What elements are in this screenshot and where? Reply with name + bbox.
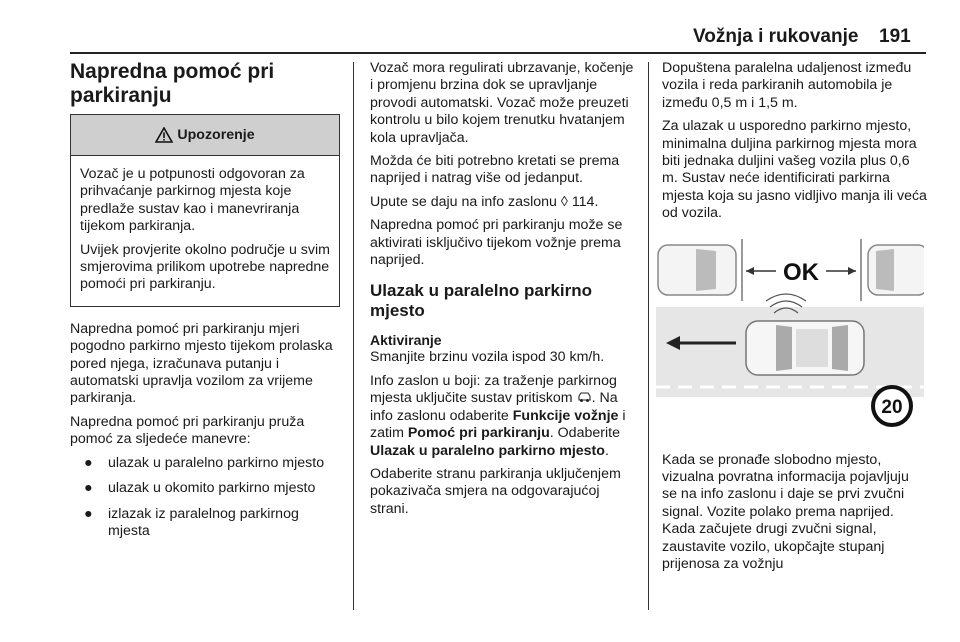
parking-diagram: [656, 239, 924, 434]
page-header: [0, 0, 960, 52]
maneuver-list: [70, 455, 340, 541]
warning-body: [71, 156, 339, 306]
body-paragraph: Info zaslon u boji: za traženje parkirnog mjesta uključite sustav pritiskom . Na info zaslonu odaberite Funkcije vožnje i zatim Pomoć pri parkiranju. Odaberite Ulazak u paralelno parkirno mjesto.: [370, 372, 626, 459]
warning-paragraph: Uvijek provjerite okolno područje u svim smjerovima prilikom upotrebe napredne pomoći pri parkiranju.: [80, 241, 330, 293]
warning-triangle-icon: [155, 127, 173, 143]
warning-box: [70, 114, 340, 307]
speed-label: 20: [881, 396, 903, 418]
body-paragraph: Vozač mora regulirati ubrzavanje, kočenje i promjenu brzina dok se upravljanje provodi automatski. Vozač može preuzeti kontrolu u bilo kojem trenutku hvatanjem kola upravljača.: [370, 60, 634, 146]
column-3: [662, 60, 927, 580]
section-title: Napredna pomoć pri parkiranju: [70, 60, 275, 107]
bullet-icon: ●: [84, 480, 93, 497]
warning-title: Upozorenje: [177, 127, 255, 143]
column-1: [70, 60, 340, 548]
body-paragraph: Upute se daju na info zaslonu ◊ 114.: [370, 193, 599, 210]
bullet-icon: ●: [84, 505, 93, 522]
list-item: ● ulazak u paralelno parkirno mjesto: [84, 454, 325, 471]
body-paragraph: Odaberite stranu parkiranja uključenjem pokazivača smjera na odgovarajućoj strani.: [370, 465, 621, 517]
moving-car-icon: [746, 321, 864, 375]
ok-label: OK: [783, 258, 819, 286]
column-2: [370, 60, 635, 524]
parking-illustration: [656, 239, 924, 434]
warning-paragraph: Vozač je u potpunosti odgovoran za prihvaćanje parkirnog mjesta koje predlaže sustav kao i manevriranja tijekom parkiranja.: [80, 166, 305, 235]
body-paragraph: Za ulazak u usporedno parkirno mjesto, minimalna duljina parkirnog mjesta mora biti jednaka duljini vašeg vozila plus 0,6 m. Sustav neće identificirati parkirna mjesta koja su jasno vidljivo manja ili veća od vozila.: [662, 118, 927, 222]
subsection-title: Ulazak u paralelno parkirno mjesto: [370, 281, 593, 321]
page-number: 191: [879, 26, 911, 47]
speed-sign-icon: [873, 387, 911, 425]
header-rule: [70, 52, 926, 54]
parking-button-icon: [577, 391, 592, 403]
body-paragraph: Smanjite brzinu vozila ispod 30 km/h.: [370, 349, 605, 366]
warning-header: [71, 115, 339, 156]
body-paragraph: Kada se pronađe slobodno mjesto, vizualna povratna informacija pojavljuju se na info zaslonu i daje se prvi zvučni signal. Vozite polako prema naprijed. Kada začujete drugi zvučni signal, zaustavite vozilo, ukopčajte stupanj prijenosa za vožnju: [662, 451, 909, 573]
column-divider: [648, 62, 649, 610]
running-title: Vožnja i rukovanje: [693, 26, 859, 47]
list-item: ● izlazak iz paralelnog parkirnog mjesta: [84, 505, 299, 539]
body-paragraph: Možda će biti potrebno kretati se prema naprijed i natrag više od jedanput.: [370, 153, 620, 187]
body-paragraph: Dopuštena paralelna udaljenost između vozila i reda parkiranih automobila je između 0,5 m i 1,5 m.: [662, 60, 912, 111]
column-divider: [353, 62, 354, 610]
parked-car-rear-icon: [868, 245, 924, 295]
activation-heading: Aktiviranje: [370, 332, 442, 349]
body-paragraph: Napredna pomoć pri parkiranju pruža pomoć za sljedeće manevre:: [70, 413, 305, 448]
body-paragraph: Napredna pomoć pri parkiranju može se aktivirati isključivo tijekom vožnje prema naprijed.: [370, 217, 623, 269]
bullet-icon: ●: [84, 454, 93, 471]
parked-car-front-icon: [658, 245, 736, 295]
list-item: ● ulazak u okomito parkirno mjesto: [84, 480, 316, 497]
body-paragraph: Napredna pomoć pri parkiranju mjeri pogodno parkirno mjesto tijekom prolaska pored njega, izračunava putanju i automatski upravlja vozilom za vrijeme parkiranja.: [70, 320, 333, 407]
